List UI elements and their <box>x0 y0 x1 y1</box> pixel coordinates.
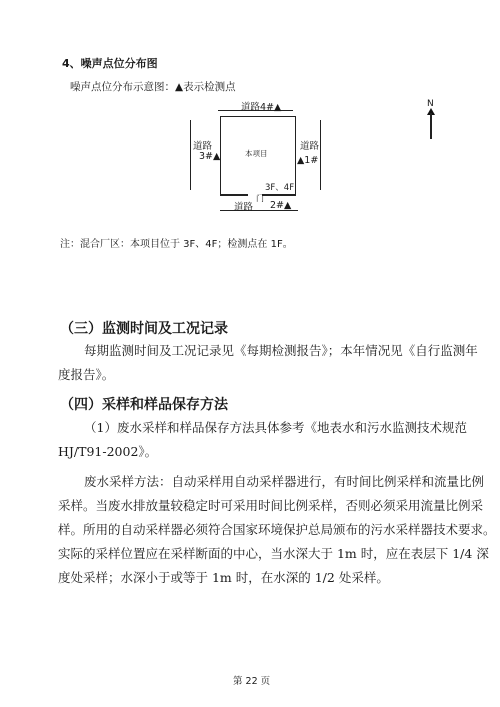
road-line-right <box>320 120 321 190</box>
point-label-1: ▲1# <box>297 155 319 166</box>
point-label-3: 3#▲ <box>199 151 221 162</box>
section-heading-sampling: （四）采样和样品保存方法 <box>60 397 228 413</box>
building-bottom-left <box>220 194 248 196</box>
road-line-left <box>190 120 191 190</box>
paragraph-method-line3: 样。所用的自动采样器必须符合国家环境保护总局颁布的污水采样器技术要求。 <box>58 522 496 537</box>
north-label: N <box>427 99 434 109</box>
road-label-right: 道路 <box>300 141 320 152</box>
paragraph-sampling-line1: （1）废水采样和样品保存方法具体参考《地表水和污水监测技术规范 <box>84 420 467 435</box>
paragraph-method-line2: 采样。当废水排放量较稳定时可采用时间比例采样，否则必须采用流量比例采 <box>58 498 484 513</box>
paragraph-method-line1: 废水采样方法：自动采样用自动采样器进行，有时间比例采样和流量比例 <box>84 474 485 489</box>
section-title-noise-map: 4、噪声点位分布图 <box>62 57 158 70</box>
point-label-2: 2#▲ <box>270 200 292 211</box>
floor-label: 3F、4F <box>265 183 295 193</box>
gate-label: 门 <box>256 194 264 203</box>
road-label-bottom: 道路 <box>234 202 254 213</box>
building-bottom-right <box>262 194 296 196</box>
project-label: 本项目 <box>245 149 268 158</box>
diagram-note: 注：混合厂区：本项目位于 3F、4F；检测点在 1F。 <box>60 239 293 250</box>
north-arrow-shaft <box>430 113 432 139</box>
paragraph-method-line4: 实际的采样位置应在采样断面的中心，当水深大于 1m 时，应在表层下 1/4 深 <box>58 546 489 561</box>
paragraph-monitoring-line2: 度报告》。 <box>58 367 115 382</box>
page-number: 第 22 页 <box>233 676 271 687</box>
paragraph-method-line5: 度处采样；水深小于或等于 1m 时，在水深的 1/2 处采样。 <box>58 570 389 585</box>
section-heading-monitoring-time: （三）监测时间及工况记录 <box>60 321 228 337</box>
road-label-left: 道路 <box>193 141 213 152</box>
paragraph-monitoring-line1: 每期监测时间及工况记录见《每期检测报告》；本年情况见《自行监测年 <box>84 343 478 358</box>
diagram-caption: 噪声点位分布示意图：▲表示检测点 <box>70 81 236 93</box>
paragraph-sampling-line2: HJ/T91-2002》。 <box>58 444 158 459</box>
road-label-top: 道路4#▲ <box>241 102 282 113</box>
